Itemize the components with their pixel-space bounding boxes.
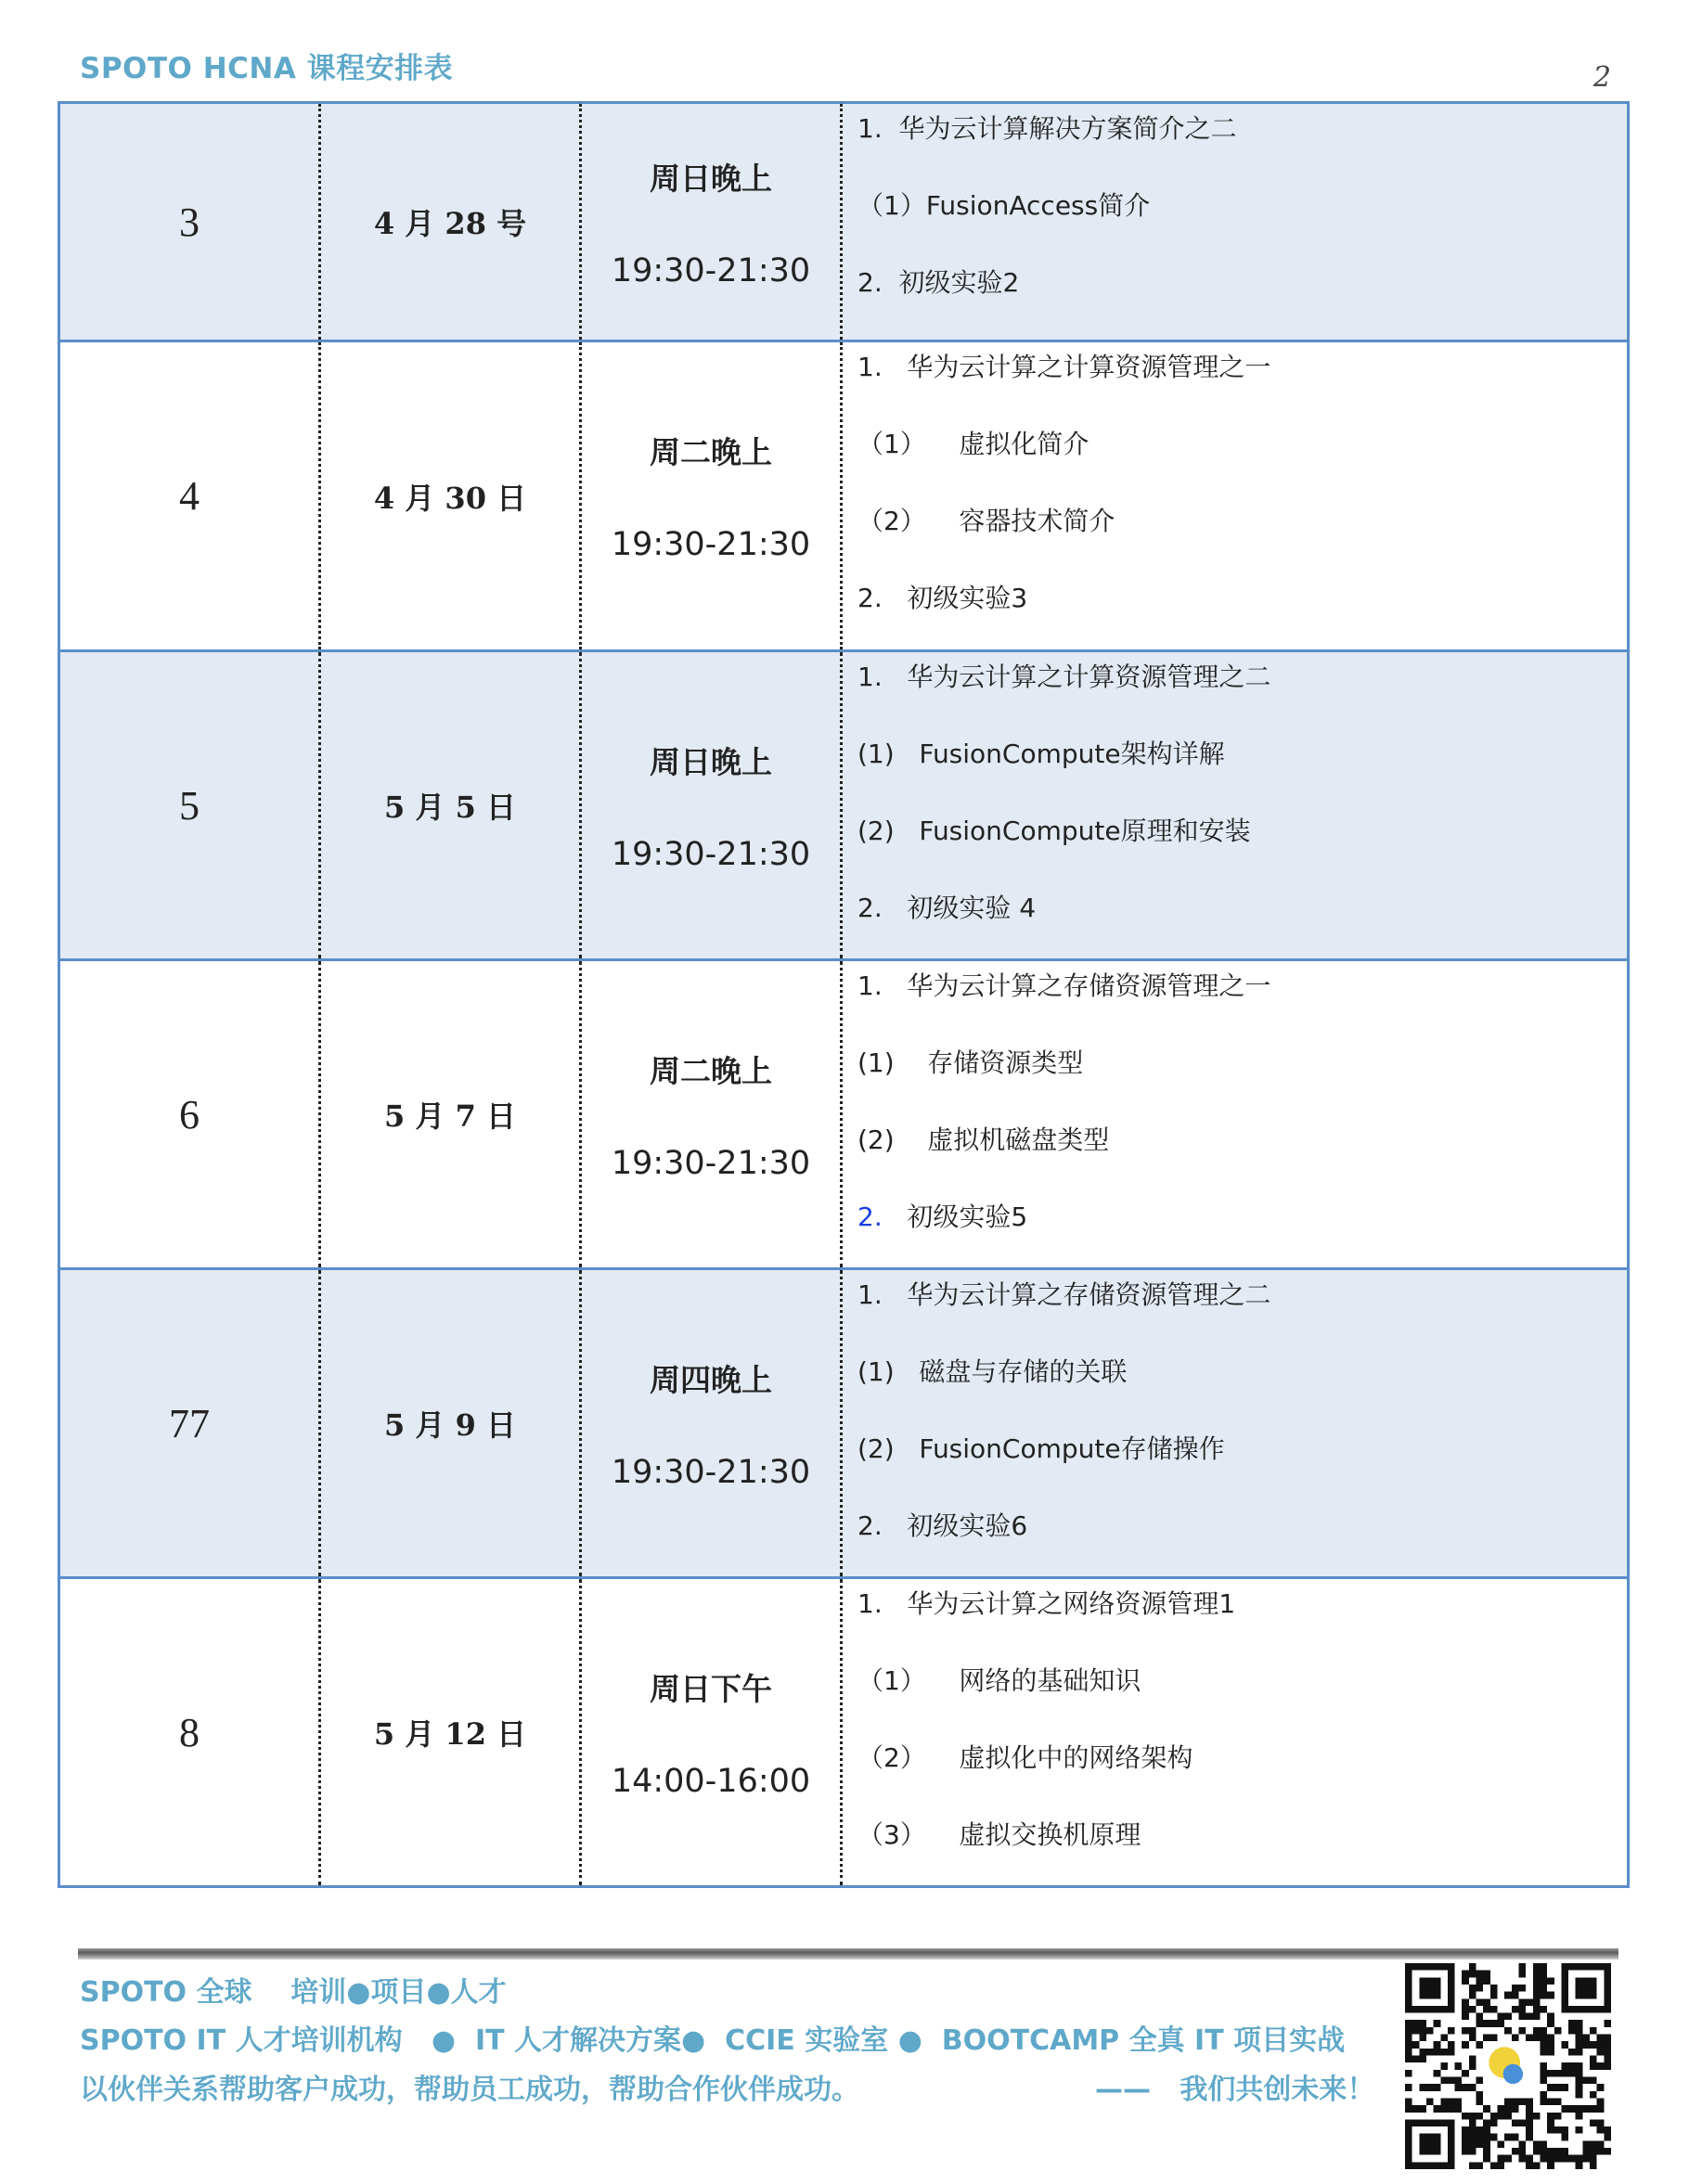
page-number: 2 [1592,61,1611,94]
lesson-content [843,1579,1627,1885]
table-row [60,961,1627,1270]
lesson-number: 8 [60,1579,321,1885]
lesson-number: 3 [60,104,321,340]
lesson-content [843,342,1627,649]
footer-signature: —— 我们共创未来！ [1095,2074,1375,2106]
lesson-hours: 19:30-21:30 [611,251,811,289]
content-line-text: 初级实验5 [907,1201,1028,1232]
lesson-time [582,104,843,340]
content-line: 1. 华为云计算之计算资源管理之二 [857,662,1271,692]
lesson-time [582,1579,843,1885]
content-line: （1）FusionAccess简介 [857,190,1151,221]
lesson-hours: 14:00-16:00 [611,1762,811,1800]
qr-code-icon [1405,1959,1611,2173]
lesson-number: 4 [60,342,321,649]
content-line: 1. 华为云计算之网络资源管理1 [857,1588,1236,1619]
table-row [60,1579,1627,1885]
content-line: (2) FusionCompute原理和安装 [857,816,1251,846]
lesson-date: 5 月 9 日 [321,1270,582,1576]
content-line: (1) 存储资源类型 [857,1047,1084,1078]
content-line: 2. 初级实验3 [857,583,1028,613]
lesson-time [582,961,843,1267]
footer-tagline: SPOTO 全球 培训●项目●人才 [80,1976,507,2009]
content-line: 1. 华为云计算之存储资源管理之一 [857,970,1271,1001]
lesson-content [843,104,1627,340]
content-line: （1） 网络的基础知识 [857,1665,1141,1696]
content-line: （2） 容器技术简介 [857,506,1115,536]
content-line: （1） 虚拟化简介 [857,429,1089,459]
document-header-title: SPOTO HCNA 课程安排表 [80,52,454,85]
content-line: (1) FusionCompute架构详解 [857,739,1225,769]
content-line: (2) FusionCompute存储操作 [857,1433,1225,1464]
lesson-hours: 19:30-21:30 [611,1453,811,1491]
lesson-number: 5 [60,652,321,958]
lesson-number: 77 [60,1270,321,1576]
lesson-hours: 19:30-21:30 [611,835,811,873]
content-line: （2） 虚拟化中的网络架构 [857,1742,1193,1773]
footer-divider [78,1948,1618,1959]
table-row [60,1270,1627,1579]
content-line: 1. 华为云计算解决方案简介之二 [857,113,1237,144]
lesson-content [843,961,1627,1267]
lesson-day: 周日晚上 [650,160,772,197]
content-line: 2. 初级实验6 [857,1510,1028,1541]
content-line: (2) 虚拟机磁盘类型 [857,1124,1110,1155]
lesson-date: 5 月 12 日 [321,1579,582,1885]
table-row [60,342,1627,652]
content-line: 1. 华为云计算之存储资源管理之二 [857,1279,1271,1310]
lesson-date: 4 月 28 号 [321,104,582,340]
lesson-content [843,1270,1627,1576]
lesson-hours: 19:30-21:30 [611,526,811,563]
content-line: (1) 磁盘与存储的关联 [857,1356,1128,1387]
table-row [60,652,1627,961]
content-line: 1. 华为云计算之计算资源管理之一 [857,352,1271,382]
lesson-time [582,652,843,958]
lesson-day: 周二晚上 [650,1052,772,1089]
content-line: 2. 初级实验 4 [857,893,1037,923]
footer-mission: 以伙伴关系帮助客户成功，帮助员工成功，帮助合作伙伴成功。 [80,2074,859,2106]
lesson-date: 5 月 5 日 [321,652,582,958]
content-line [857,1200,1627,1277]
lesson-hours: 19:30-21:30 [611,1144,811,1182]
lesson-day: 周日晚上 [650,743,772,780]
content-line: 2. 初级实验2 [857,267,1020,298]
lesson-content [843,652,1627,958]
lesson-time [582,1270,843,1576]
footer-services: SPOTO IT 人才培训机构 ● IT 人才解决方案● CCIE 实验室 ● BOOTCAMP 全真 IT 项目实战 [80,2024,1346,2057]
list-number: 2. [857,1201,883,1232]
lesson-time [582,342,843,649]
lesson-day: 周日下午 [650,1670,772,1707]
table-row [60,104,1627,342]
lesson-day: 周四晚上 [650,1361,772,1398]
lesson-number: 6 [60,961,321,1267]
content-line: （3） 虚拟交换机原理 [857,1819,1141,1850]
lesson-date: 4 月 30 日 [321,342,582,649]
lesson-date: 5 月 7 日 [321,961,582,1267]
course-schedule-table [58,101,1630,1888]
lesson-day: 周二晚上 [650,434,772,470]
